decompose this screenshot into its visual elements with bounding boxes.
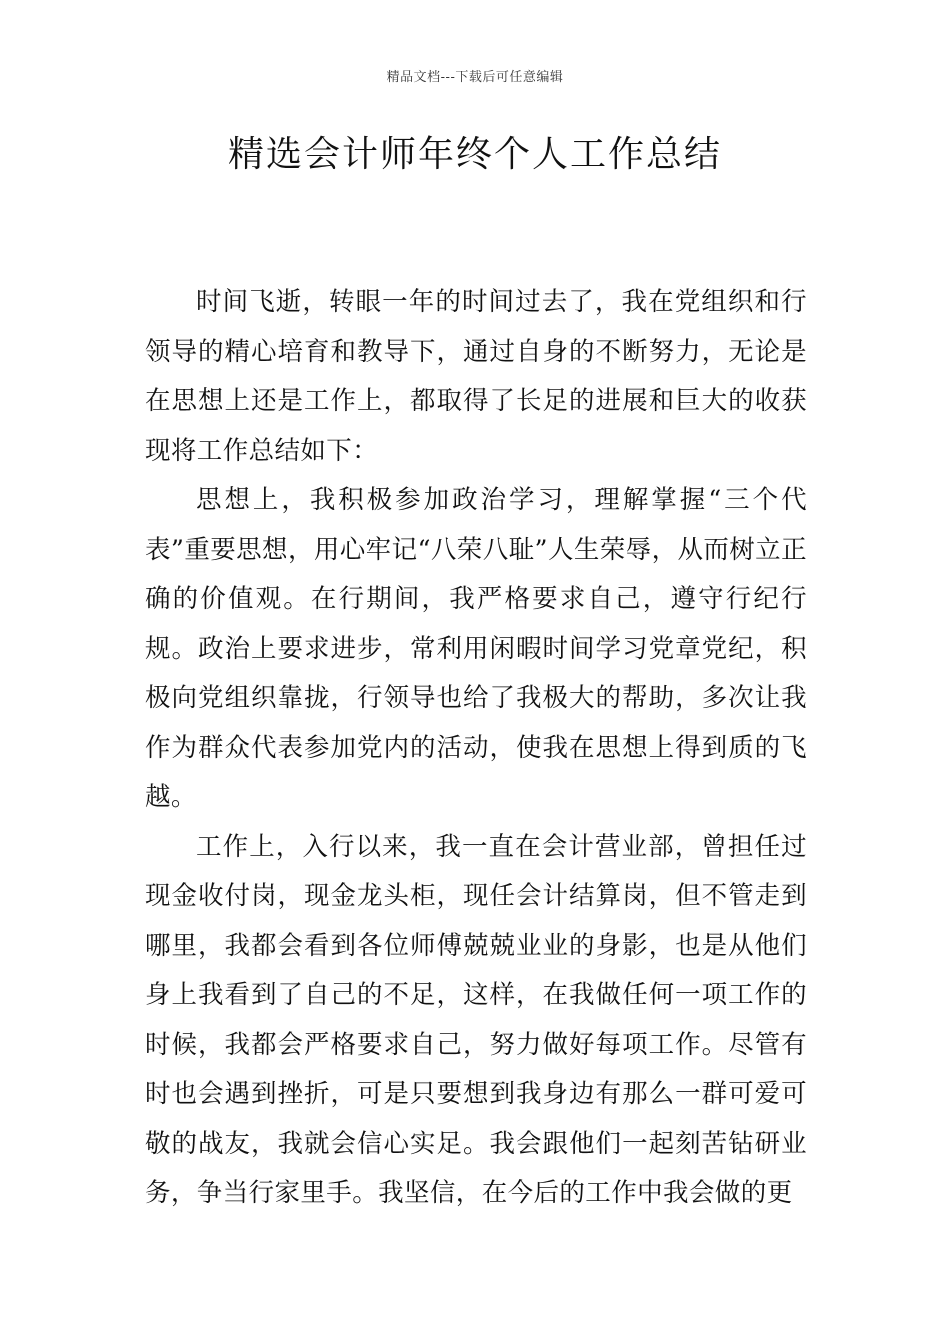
paragraph: 思想上，我积极参加政治学习，理解掌握“三个代表”重要思想，用心牢记“八荣八耻”人生荣辱，从而树立正确的价值观。在行期间，我严格要求自己，遵守行纪行规。政治上要求进步，常利用闲暇时间学习党章党纪，积极向党组织靠拢，行领导也给了我极大的帮助，多次让我作为群众代表参加党内的活动，使我在思想上得到质的飞越。 [145,485,807,812]
paragraph: 时间飞逝，转眼一年的时间过去了，我在党组织和行领导的精心培育和教导下，通过自身的不断努力，无论是在思想上还是工作上，都取得了长足的进展和巨大的收获现将工作总结如下： [145,287,807,466]
header-note: 精品文档---下载后可任意编辑 [386,70,564,85]
paragraph: 工作上，入行以来，我一直在会计营业部，曾担任过现金收付岗，现金龙头柜，现任会计结算岗，但不管走到哪里，我都会看到各位师傅兢兢业业的身影，也是从他们身上我看到了自己的不足，这样，在我做任何一项工作的时候，我都会严格要求自己，努力做好每项工作。尽管有时也会遇到挫折，可是只要想到我身边有那么一群可爱可敬的战友，我就会信心实足。我会跟他们一起刻苦钻研业务，争当行家里手。我坚信，在今后的工作中我会做的更 [145,831,807,1208]
document-body [145,278,807,1219]
document-title: 精选会计师年终个人工作总结 [227,134,722,175]
